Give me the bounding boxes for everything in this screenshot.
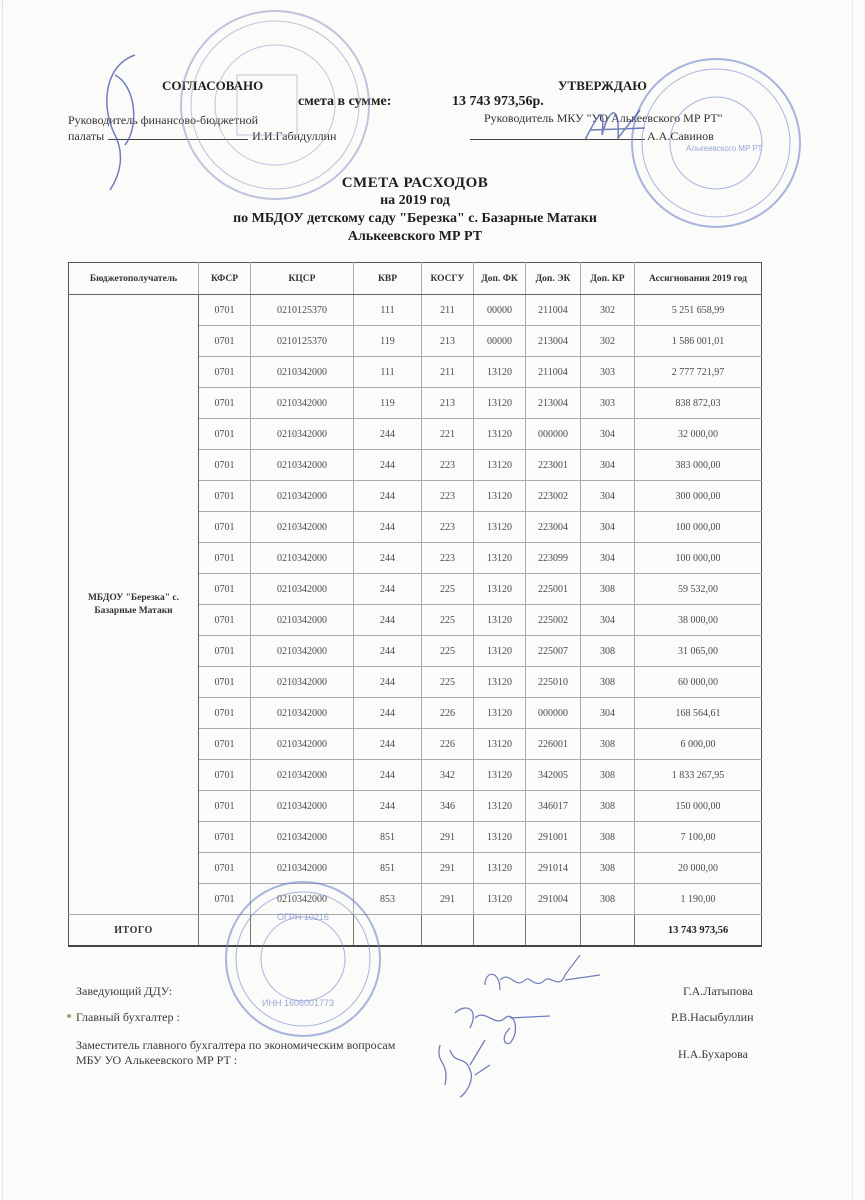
cell-amount: 32 000,00 xyxy=(635,419,762,450)
cell-dop-fk: 13120 xyxy=(474,822,526,853)
cell-kvr: 853 xyxy=(354,884,422,915)
cell-kosgu: 346 xyxy=(422,791,474,822)
cell-dop-fk: 13120 xyxy=(474,605,526,636)
column-header: Ассигнования 2019 год xyxy=(635,263,762,295)
cell-kcsr: 0210342000 xyxy=(251,450,354,481)
cell-dop-kr: 308 xyxy=(581,853,635,884)
cell-amount: 1 190,00 xyxy=(635,884,762,915)
cell-kfsr: 0701 xyxy=(199,667,251,698)
cell-dop-ek: 226001 xyxy=(526,729,581,760)
cell-kcsr: 0210342000 xyxy=(251,853,354,884)
signature-blank xyxy=(108,128,248,140)
total-empty-cell xyxy=(422,915,474,947)
signature-name-chief-accountant: Р.В.Насыбуллин xyxy=(671,1010,754,1024)
cell-kfsr: 0701 xyxy=(199,698,251,729)
cell-kosgu: 223 xyxy=(422,512,474,543)
cell-kcsr: 0210342000 xyxy=(251,729,354,760)
cell-dop-fk: 13120 xyxy=(474,636,526,667)
cell-dop-kr: 308 xyxy=(581,574,635,605)
cell-dop-fk: 13120 xyxy=(474,574,526,605)
cell-dop-kr: 304 xyxy=(581,450,635,481)
cell-dop-ek: 223099 xyxy=(526,543,581,574)
cell-kfsr: 0701 xyxy=(199,574,251,605)
cell-kosgu: 226 xyxy=(422,698,474,729)
cell-dop-kr: 303 xyxy=(581,388,635,419)
total-empty-cell xyxy=(199,915,251,947)
cell-kvr: 244 xyxy=(354,512,422,543)
cell-kfsr: 0701 xyxy=(199,512,251,543)
cell-dop-kr: 308 xyxy=(581,636,635,667)
cell-kfsr: 0701 xyxy=(199,419,251,450)
cell-dop-fk: 13120 xyxy=(474,419,526,450)
cell-kcsr: 0210342000 xyxy=(251,667,354,698)
cell-dop-fk: 13120 xyxy=(474,450,526,481)
cell-amount: 100 000,00 xyxy=(635,512,762,543)
cell-dop-ek: 213004 xyxy=(526,326,581,357)
cell-kfsr: 0701 xyxy=(199,326,251,357)
cell-kvr: 244 xyxy=(354,605,422,636)
cell-dop-ek: 225010 xyxy=(526,667,581,698)
cell-kcsr: 0210342000 xyxy=(251,419,354,450)
column-header: Доп. КР xyxy=(581,263,635,295)
cell-kfsr: 0701 xyxy=(199,791,251,822)
signature-scribble-icon xyxy=(470,950,610,1010)
approval-left-signature-line xyxy=(68,128,336,144)
cell-kfsr: 0701 xyxy=(199,760,251,791)
cell-dop-fk: 13120 xyxy=(474,791,526,822)
cell-dop-fk: 00000 xyxy=(474,326,526,357)
cell-kvr: 111 xyxy=(354,357,422,388)
signature-name-deputy-accountant: Н.А.Бухарова xyxy=(678,1047,748,1061)
cell-dop-fk: 00000 xyxy=(474,295,526,326)
cell-dop-kr: 304 xyxy=(581,419,635,450)
cell-kvr: 244 xyxy=(354,791,422,822)
cell-dop-kr: 304 xyxy=(581,543,635,574)
total-empty-cell xyxy=(251,915,354,947)
total-empty-cell xyxy=(474,915,526,947)
cell-amount: 59 532,00 xyxy=(635,574,762,605)
signature-role-head: Заведующий ДДУ: xyxy=(76,984,173,998)
cell-kosgu: 223 xyxy=(422,481,474,512)
cell-kvr: 244 xyxy=(354,419,422,450)
approval-left-title: СОГЛАСОВАНО xyxy=(162,78,264,93)
cell-amount: 2 777 721,97 xyxy=(635,357,762,388)
cell-kvr: 244 xyxy=(354,450,422,481)
cell-kvr: 851 xyxy=(354,853,422,884)
cell-dop-kr: 308 xyxy=(581,822,635,853)
column-header: КЦСР xyxy=(251,263,354,295)
signature-name-head: Г.А.Латыпова xyxy=(683,984,753,998)
cell-kvr: 244 xyxy=(354,729,422,760)
signature-scribble-icon xyxy=(430,1035,500,1100)
cell-dop-kr: 308 xyxy=(581,667,635,698)
cell-amount: 60 000,00 xyxy=(635,667,762,698)
cell-dop-fk: 13120 xyxy=(474,729,526,760)
total-empty-cell xyxy=(526,915,581,947)
cell-dop-fk: 13120 xyxy=(474,853,526,884)
cell-amount: 6 000,00 xyxy=(635,729,762,760)
cell-kfsr: 0701 xyxy=(199,605,251,636)
signature-role-chief-accountant: Главный бухгалтер : xyxy=(76,1010,180,1024)
cell-kosgu: 342 xyxy=(422,760,474,791)
cell-amount: 31 065,00 xyxy=(635,636,762,667)
cell-kosgu: 223 xyxy=(422,543,474,574)
cell-kfsr: 0701 xyxy=(199,481,251,512)
document-subtitle-year: на 2019 год xyxy=(380,193,450,208)
cell-amount: 7 100,00 xyxy=(635,822,762,853)
signature-blank xyxy=(470,128,645,140)
cell-kvr: 244 xyxy=(354,698,422,729)
cell-kvr: 851 xyxy=(354,822,422,853)
cell-dop-kr: 304 xyxy=(581,512,635,543)
cell-dop-kr: 304 xyxy=(581,605,635,636)
cell-dop-kr: 304 xyxy=(581,481,635,512)
cell-kosgu: 223 xyxy=(422,450,474,481)
approval-left-signer: И.И.Габидуллин xyxy=(252,129,337,143)
cell-kosgu: 291 xyxy=(422,884,474,915)
cell-dop-fk: 13120 xyxy=(474,481,526,512)
cell-kosgu: 226 xyxy=(422,729,474,760)
cell-dop-kr: 308 xyxy=(581,760,635,791)
cell-kcsr: 0210342000 xyxy=(251,698,354,729)
cell-kcsr: 0210125370 xyxy=(251,326,354,357)
cell-dop-fk: 13120 xyxy=(474,698,526,729)
cell-kcsr: 0210342000 xyxy=(251,512,354,543)
cell-dop-ek: 000000 xyxy=(526,419,581,450)
document-title: СМЕТА РАСХОДОВ xyxy=(341,175,489,191)
signature-scribble-icon xyxy=(450,998,560,1048)
cell-kfsr: 0701 xyxy=(199,295,251,326)
signature-role-deputy-accountant: Заместитель главного бухгалтера по экономическим вопросам МБУ УО Алькеевского МР РТ : xyxy=(76,1038,396,1067)
approval-left-role: Руководитель финансово-бюджетной xyxy=(68,113,259,127)
cell-amount: 300 000,00 xyxy=(635,481,762,512)
cell-kfsr: 0701 xyxy=(199,884,251,915)
cell-dop-ek: 346017 xyxy=(526,791,581,822)
column-header: КВР xyxy=(354,263,422,295)
cell-kcsr: 0210342000 xyxy=(251,822,354,853)
total-value: 13 743 973,56 xyxy=(635,915,762,947)
cell-dop-ek: 342005 xyxy=(526,760,581,791)
cell-kvr: 119 xyxy=(354,388,422,419)
total-row xyxy=(69,915,762,947)
cell-kcsr: 0210342000 xyxy=(251,884,354,915)
cell-kcsr: 0210342000 xyxy=(251,760,354,791)
cell-dop-ek: 291001 xyxy=(526,822,581,853)
cell-kosgu: 221 xyxy=(422,419,474,450)
column-header: КФСР xyxy=(199,263,251,295)
cell-dop-fk: 13120 xyxy=(474,760,526,791)
cell-dop-ek: 225007 xyxy=(526,636,581,667)
cell-kcsr: 0210342000 xyxy=(251,574,354,605)
approval-left-role-suffix: палаты xyxy=(68,129,105,143)
table-row xyxy=(69,295,762,326)
cell-kcsr: 0210342000 xyxy=(251,605,354,636)
approval-right-signature-line xyxy=(470,128,714,144)
cell-kcsr: 0210342000 xyxy=(251,481,354,512)
cell-amount: 1 586 001,01 xyxy=(635,326,762,357)
document-subtitle-district: Алькеевского МР РТ xyxy=(347,229,483,244)
cell-dop-ek: 211004 xyxy=(526,357,581,388)
cell-dop-ek: 225002 xyxy=(526,605,581,636)
svg-text:ОГРН 10216: ОГРН 10216 xyxy=(277,912,329,922)
cell-kosgu: 211 xyxy=(422,295,474,326)
sum-value: 13 743 973,56р. xyxy=(452,94,544,109)
cell-amount: 383 000,00 xyxy=(635,450,762,481)
cell-kosgu: 225 xyxy=(422,667,474,698)
cell-dop-kr: 302 xyxy=(581,326,635,357)
cell-kcsr: 0210342000 xyxy=(251,543,354,574)
cell-dop-ek: 223001 xyxy=(526,450,581,481)
cell-dop-ek: 291014 xyxy=(526,853,581,884)
cell-kosgu: 211 xyxy=(422,357,474,388)
cell-kcsr: 0210342000 xyxy=(251,791,354,822)
approval-right-role: Руководитель МКУ "УО Алькеевского МР РТ" xyxy=(484,111,723,125)
cell-kosgu: 213 xyxy=(422,326,474,357)
cell-amount: 838 872,03 xyxy=(635,388,762,419)
cell-dop-kr: 308 xyxy=(581,791,635,822)
cell-kfsr: 0701 xyxy=(199,729,251,760)
cell-kvr: 244 xyxy=(354,760,422,791)
cell-amount: 20 000,00 xyxy=(635,853,762,884)
cell-kosgu: 291 xyxy=(422,822,474,853)
cell-kfsr: 0701 xyxy=(199,853,251,884)
cell-dop-kr: 308 xyxy=(581,729,635,760)
cell-amount: 5 251 658,99 xyxy=(635,295,762,326)
cell-kvr: 111 xyxy=(354,295,422,326)
total-empty-cell xyxy=(354,915,422,947)
cell-kfsr: 0701 xyxy=(199,543,251,574)
cell-dop-fk: 13120 xyxy=(474,667,526,698)
cell-dop-ek: 225001 xyxy=(526,574,581,605)
cell-kosgu: 213 xyxy=(422,388,474,419)
cell-kvr: 244 xyxy=(354,636,422,667)
column-header: Доп. ЭК xyxy=(526,263,581,295)
sum-label: смета в сумме: xyxy=(298,94,392,109)
approval-right-signer: А.А.Савинов xyxy=(647,129,714,143)
cell-kvr: 244 xyxy=(354,543,422,574)
cell-dop-kr: 303 xyxy=(581,357,635,388)
page-edge xyxy=(852,0,853,1200)
column-header: КОСГУ xyxy=(422,263,474,295)
cell-kosgu: 225 xyxy=(422,636,474,667)
cell-kfsr: 0701 xyxy=(199,450,251,481)
cell-dop-kr: 302 xyxy=(581,295,635,326)
cell-kcsr: 0210125370 xyxy=(251,295,354,326)
cell-dop-fk: 13120 xyxy=(474,357,526,388)
cell-dop-fk: 13120 xyxy=(474,388,526,419)
cell-kosgu: 291 xyxy=(422,853,474,884)
bullet-mark xyxy=(67,1014,71,1018)
cell-kvr: 244 xyxy=(354,667,422,698)
cell-kosgu: 225 xyxy=(422,605,474,636)
cell-dop-fk: 13120 xyxy=(474,543,526,574)
budget-table xyxy=(68,262,762,947)
cell-dop-ek: 000000 xyxy=(526,698,581,729)
cell-amount: 100 000,00 xyxy=(635,543,762,574)
column-header: Доп. ФК xyxy=(474,263,526,295)
recipient-cell: МБДОУ "Березка" с. Базарные Матаки xyxy=(69,295,199,915)
document-subtitle-org: по МБДОУ детскому саду "Березка" с. Базарные Матаки xyxy=(233,211,597,226)
column-header: Бюджетополучатель xyxy=(69,263,199,295)
svg-text:Алькеевского МР РТ: Алькеевского МР РТ xyxy=(686,144,763,153)
cell-kosgu: 225 xyxy=(422,574,474,605)
total-empty-cell xyxy=(581,915,635,947)
table-header-row xyxy=(69,263,762,295)
cell-dop-ek: 291004 xyxy=(526,884,581,915)
cell-kfsr: 0701 xyxy=(199,388,251,419)
cell-dop-ek: 223004 xyxy=(526,512,581,543)
svg-text:ИНН 1606001773: ИНН 1606001773 xyxy=(262,998,335,1008)
cell-dop-kr: 304 xyxy=(581,698,635,729)
cell-kcsr: 0210342000 xyxy=(251,388,354,419)
cell-dop-ek: 213004 xyxy=(526,388,581,419)
cell-kfsr: 0701 xyxy=(199,636,251,667)
cell-amount: 168 564,61 xyxy=(635,698,762,729)
cell-dop-ek: 211004 xyxy=(526,295,581,326)
cell-amount: 1 833 267,95 xyxy=(635,760,762,791)
cell-dop-ek: 223002 xyxy=(526,481,581,512)
cell-dop-fk: 13120 xyxy=(474,512,526,543)
cell-amount: 38 000,00 xyxy=(635,605,762,636)
cell-kfsr: 0701 xyxy=(199,822,251,853)
cell-kvr: 119 xyxy=(354,326,422,357)
cell-dop-fk: 13120 xyxy=(474,884,526,915)
cell-dop-kr: 308 xyxy=(581,884,635,915)
cell-kvr: 244 xyxy=(354,574,422,605)
cell-kvr: 244 xyxy=(354,481,422,512)
cell-kfsr: 0701 xyxy=(199,357,251,388)
approval-right-title: УТВЕРЖДАЮ xyxy=(558,78,647,93)
cell-kcsr: 0210342000 xyxy=(251,357,354,388)
total-label: ИТОГО xyxy=(69,915,199,947)
cell-kcsr: 0210342000 xyxy=(251,636,354,667)
cell-amount: 150 000,00 xyxy=(635,791,762,822)
